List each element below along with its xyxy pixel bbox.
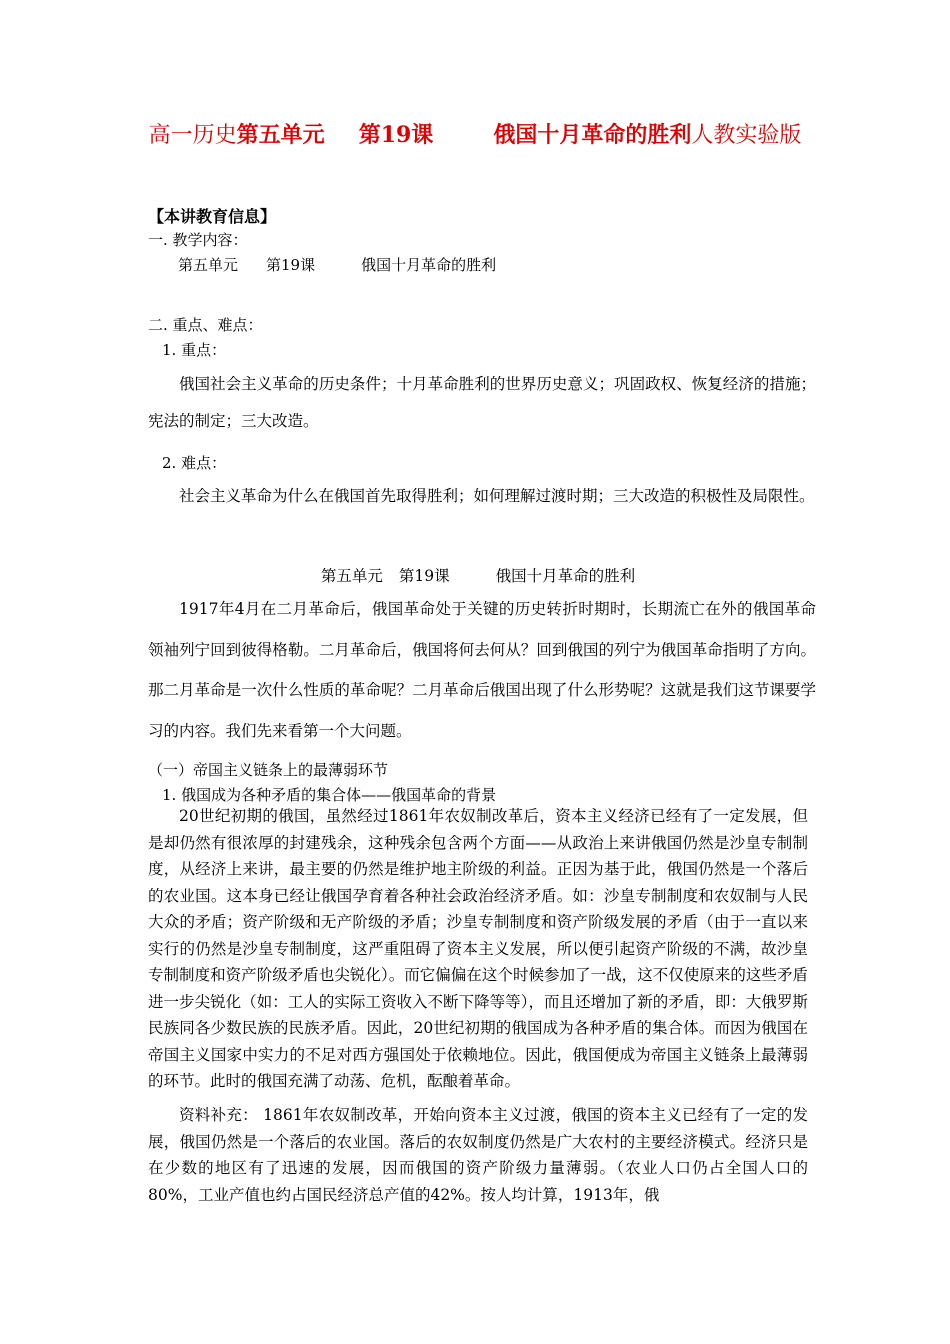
document-title [120,120,830,151]
background-paragraph: 20世纪初期的俄国，虽然经过1861年农奴制改革后，资本主义经济已经有了一定发展，但是却仍然有很浓厚的封建残余，这种残余包含两个方面——从政治上来讲俄国仍然是沙皇专制制度，从经济上来讲，最主要的仍然是维护地主阶级的利益。正因为基于此，俄国仍然是一个落后的农业国。这本身已经让俄国孕育着各种社会政治经济矛盾。如：沙皇专制制度和农奴制与人民大众的矛盾；资产阶级和无产阶级的矛盾；沙皇专制制度和资产阶级发展的矛盾（由于一直以来实行的仍然是沙皇专制制度，这严重阻碍了资本主义发展，所以便引起资产阶级的不满，故沙皇专制制度和资产阶级矛盾也尖锐化）。而它偏偏在这个时候参加了一战，这不仅使原来的这些矛盾进一步尖锐化（如：工人的实际工资收入不断下降等等），而且还增加了新的矛盾，即：大俄罗斯民族同各少数民族的民族矛盾。因此，20世纪初期的俄国成为各种矛盾的集合体。而因为俄国在帝国主义国家中实力的不足对西方强国处于依赖地位。因此，俄国便成为帝国主义链条上最薄弱的环节。此时的俄国充满了动荡、危机，酝酿着革命。 [148,807,808,1090]
title-edition: 人教实验版 [691,123,802,148]
title-unit: 第五单元 [236,122,325,148]
lesson-heading-topic: 俄国十月革命的胜利 [495,567,636,585]
difficult-points-label: 2. 难点： [162,454,227,472]
content-lesson: 第19课 [266,256,316,274]
lesson-heading-lesson: 第19课 [398,567,450,585]
intro-paragraph: 1917年4月在二月革命后，俄国革命处于关键的历史转折时期时，长期流亡在外的俄国革命领袖列宁回到彼得格勒。二月革命后，俄国将何去何从？回到俄国的列宁为俄国革命指明了方向。那二月革命是一次什么性质的革命呢？二月革命后俄国出现了什么形势呢？这就是我们这节课要学习的内容。我们先来看第一个大问题。 [148,600,816,740]
key-points-label: 1. 重点： [162,341,227,359]
lesson-heading [148,564,808,586]
part-1-heading: （一）帝国主义链条上的最薄弱环节 [148,761,389,779]
supplement-paragraph: 资料补充： 1861年农奴制改革，开始向资本主义过渡，俄国的资本主义已经有了一定的发展，俄国仍然是一个落后的农业国。落后的农奴制度仍然是广大农村的主要经济模式。经济只是在少数的地区有了迅速的发展，因而俄国的资产阶级力量薄弱。（农业人口仍占全国人口的80%，工业产值也约占国民经济总产值的42%。按人均计算，1913年，俄 [148,1106,808,1204]
difficult-points-text: 社会主义革命为什么在俄国首先取得胜利；如何理解过渡时期；三大改造的积极性及局限性。 [179,487,815,505]
section-1-content [178,254,496,275]
key-points-text: 俄国社会主义革命的历史条件；十月革命胜利的世界历史意义；巩固政权、恢复经济的措施；宪法的制定；三大改造。 [148,375,816,430]
content-topic: 俄国十月革命的胜利 [361,256,497,274]
title-lesson: 第19课 [358,122,434,148]
subsection-1-heading: 1. 俄国成为各种矛盾的集合体——俄国革命的背景 [162,786,497,804]
lesson-heading-unit: 第五单元 [320,567,383,585]
title-topic: 俄国十月革命的胜利 [493,122,692,148]
content-unit: 第五单元 [178,256,239,274]
info-heading: 【本讲教育信息】 [148,207,277,226]
section-1-heading: 一. 教学内容： [148,231,248,249]
section-2-heading: 二. 重点、难点： [148,316,263,334]
title-subject: 高一历史 [148,123,237,148]
